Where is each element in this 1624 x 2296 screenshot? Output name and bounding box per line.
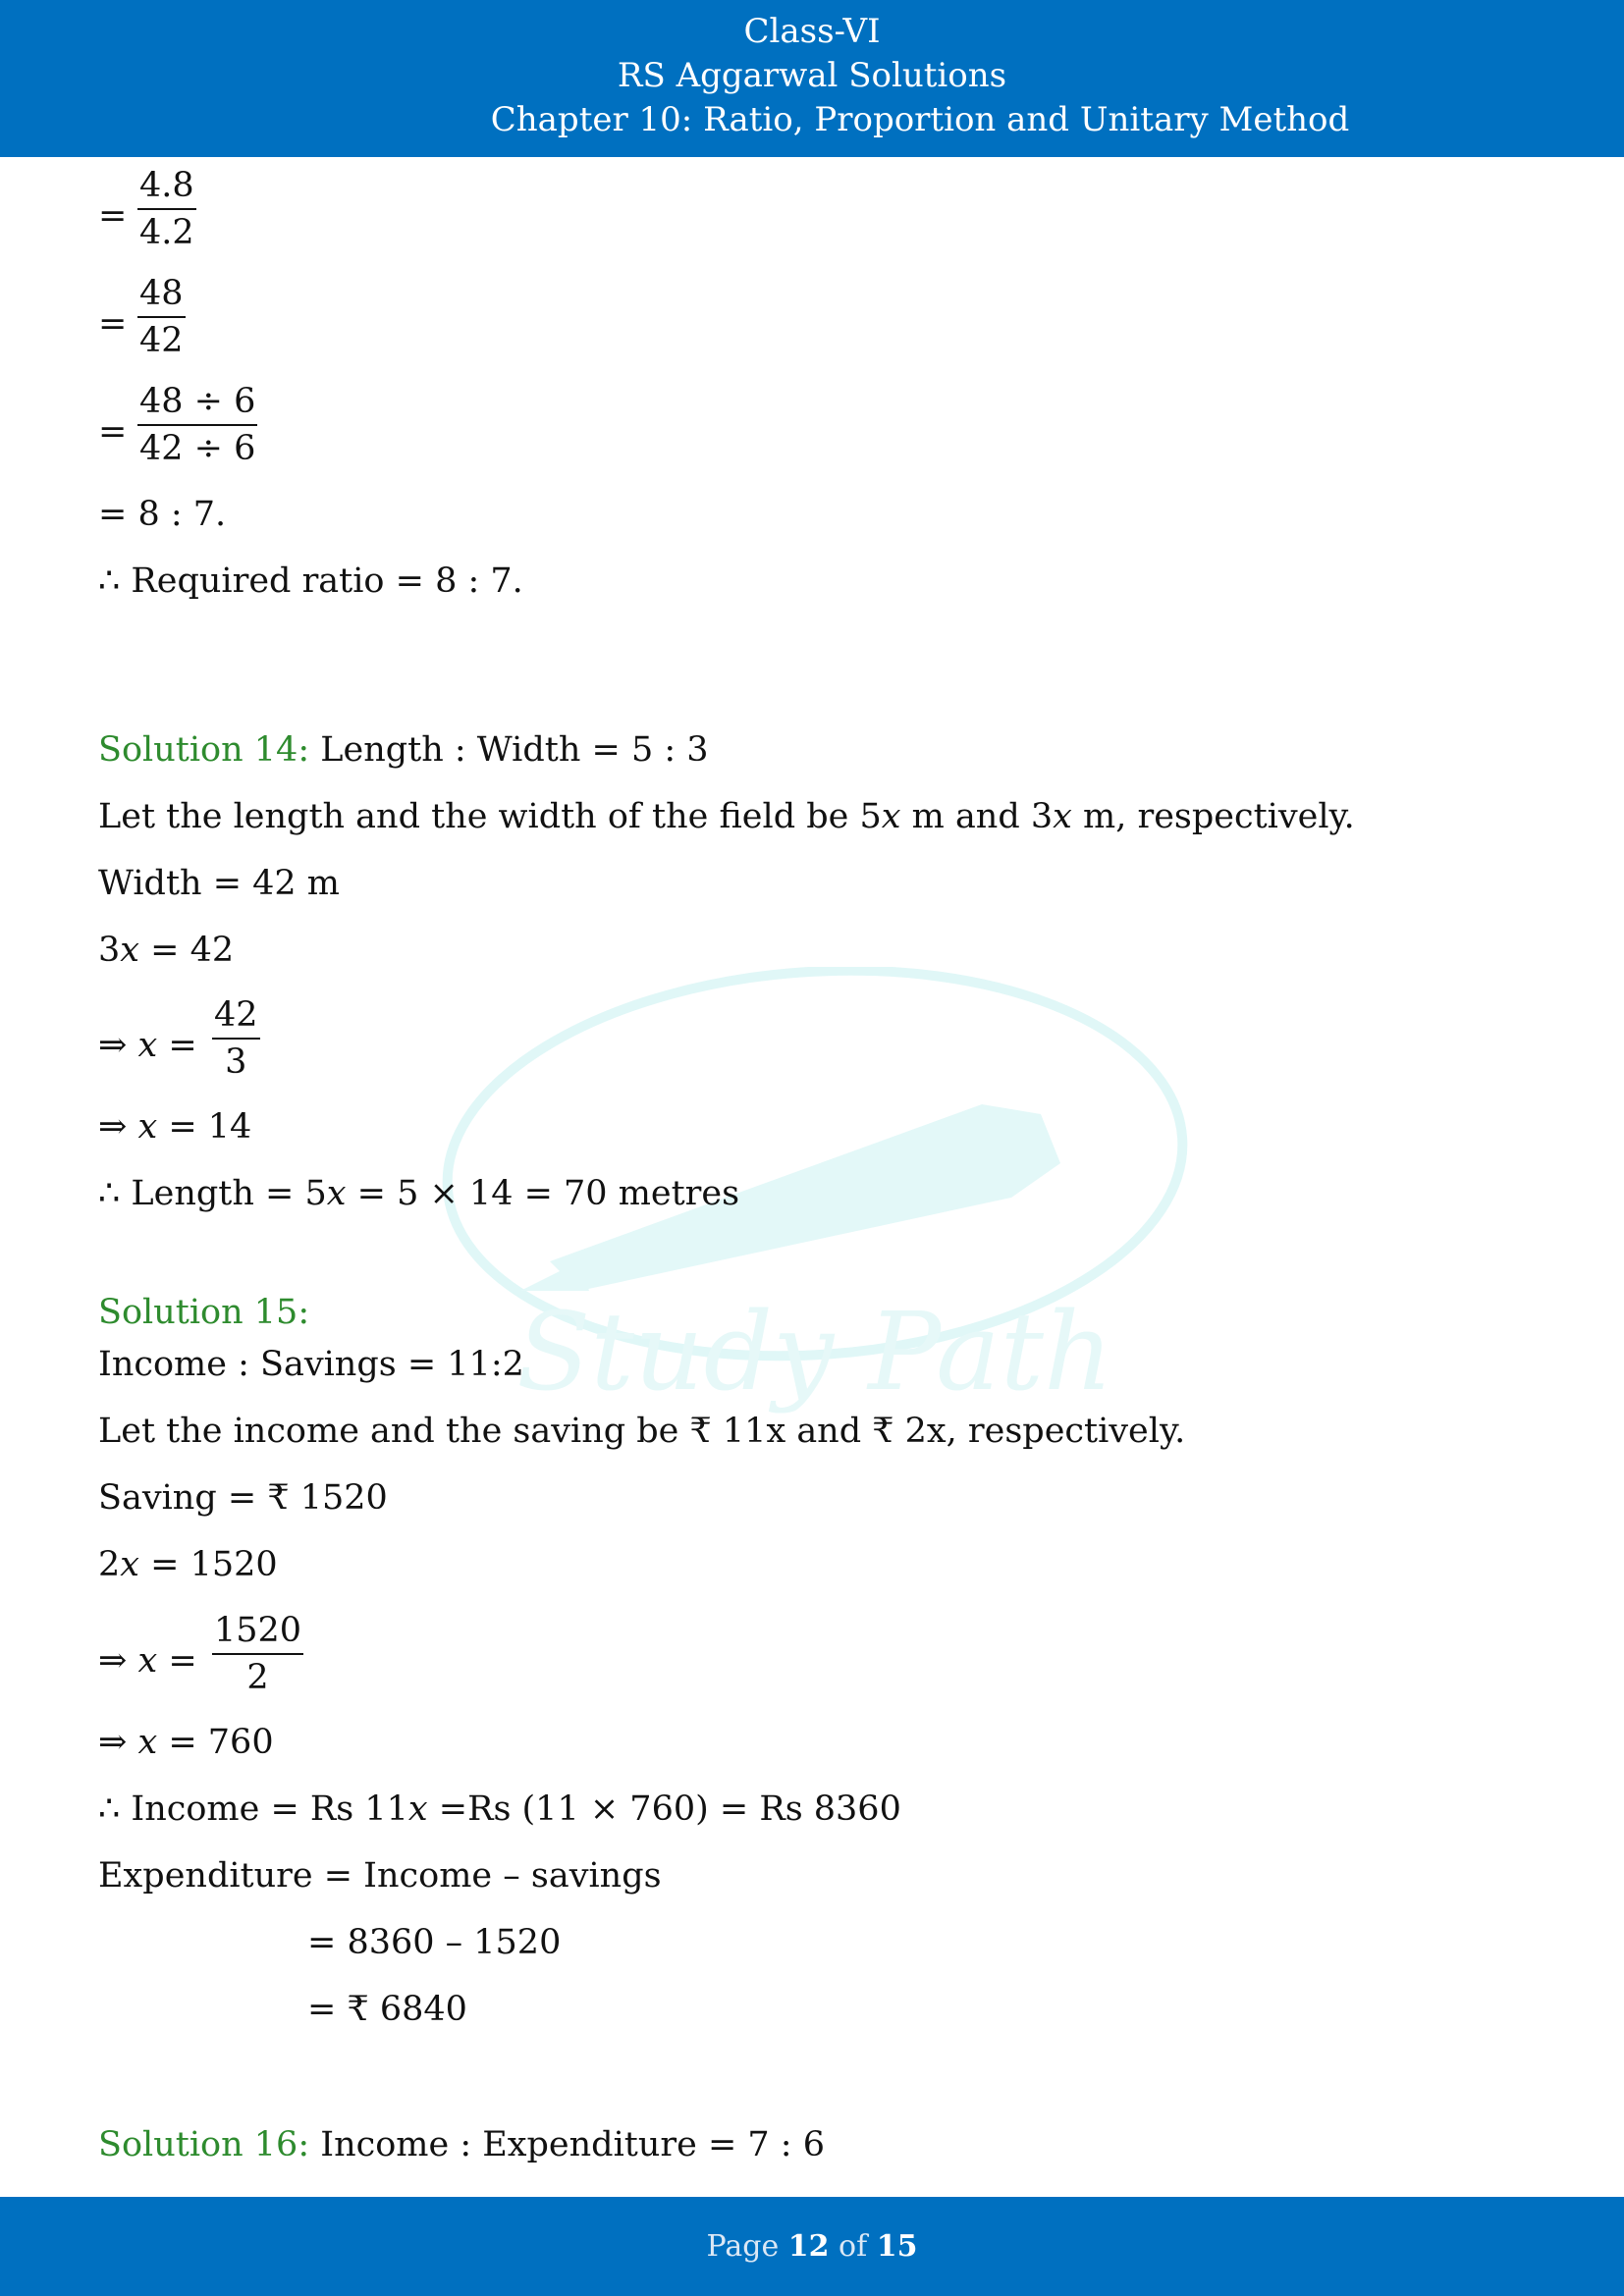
text-line: Expenditure = Income – savings: [98, 1856, 662, 1896]
book-title: RS Aggarwal Solutions: [617, 56, 1007, 95]
solution-label: Solution 16:: [98, 2125, 310, 2164]
text-line: Saving = ₹ 1520: [98, 1478, 388, 1518]
fraction: 1520 2: [214, 1611, 302, 1697]
fraction: 42 3: [214, 995, 258, 1082]
class-label: Class-VI: [743, 12, 881, 51]
conclusion-line: ∴ Length = 5x = 5 × 14 = 70 metres: [98, 1174, 740, 1213]
text-line: Income : Savings = 11:2: [98, 1345, 524, 1384]
page-number: Page 12 of 15: [706, 2229, 918, 2264]
fraction: 4.8 4.2: [139, 166, 194, 252]
chapter-title: Chapter 10: Ratio, Proportion and Unitary Method: [490, 100, 1350, 139]
text-line: 2x = 1520: [98, 1545, 278, 1584]
text-line: ⇒ x = 760: [98, 1723, 274, 1762]
solution-16-heading: Solution 16: Income : Expenditure = 7 : 6: [98, 2125, 825, 2164]
text-line: ∴ Income = Rs 11x =Rs (11 × 760) = Rs 8360: [98, 1789, 901, 1829]
text-line: Let the income and the saving be ₹ 11x and ₹ 2x, respectively.: [98, 1412, 1186, 1451]
svg-text:Study Path: Study Path: [516, 1289, 1113, 1415]
fraction: 48 ÷ 6 42 ÷ 6: [139, 382, 256, 468]
fraction: 48 42: [139, 274, 184, 360]
text-line: 3x = 42: [98, 931, 235, 970]
text-line: Let the length and the width of the field be 5x m and 3x m, respectively.: [98, 797, 1355, 836]
text-line: = 8 : 7.: [98, 495, 227, 534]
solution-14-heading: Solution 14: Length : Width = 5 : 3: [98, 730, 709, 770]
page-header: [0, 0, 1624, 157]
text-line: = ₹ 6840: [307, 1990, 467, 2029]
text-line: = 8360 – 1520: [307, 1923, 562, 1962]
solution-15-heading: Solution 15:: [98, 1293, 310, 1332]
solution-label: Solution 14:: [98, 730, 310, 770]
conclusion-line: ∴ Required ratio = 8 : 7.: [98, 561, 523, 601]
text-line: ⇒ x = 14: [98, 1107, 252, 1147]
text-line: Width = 42 m: [98, 864, 340, 903]
page-footer: [0, 2197, 1624, 2296]
